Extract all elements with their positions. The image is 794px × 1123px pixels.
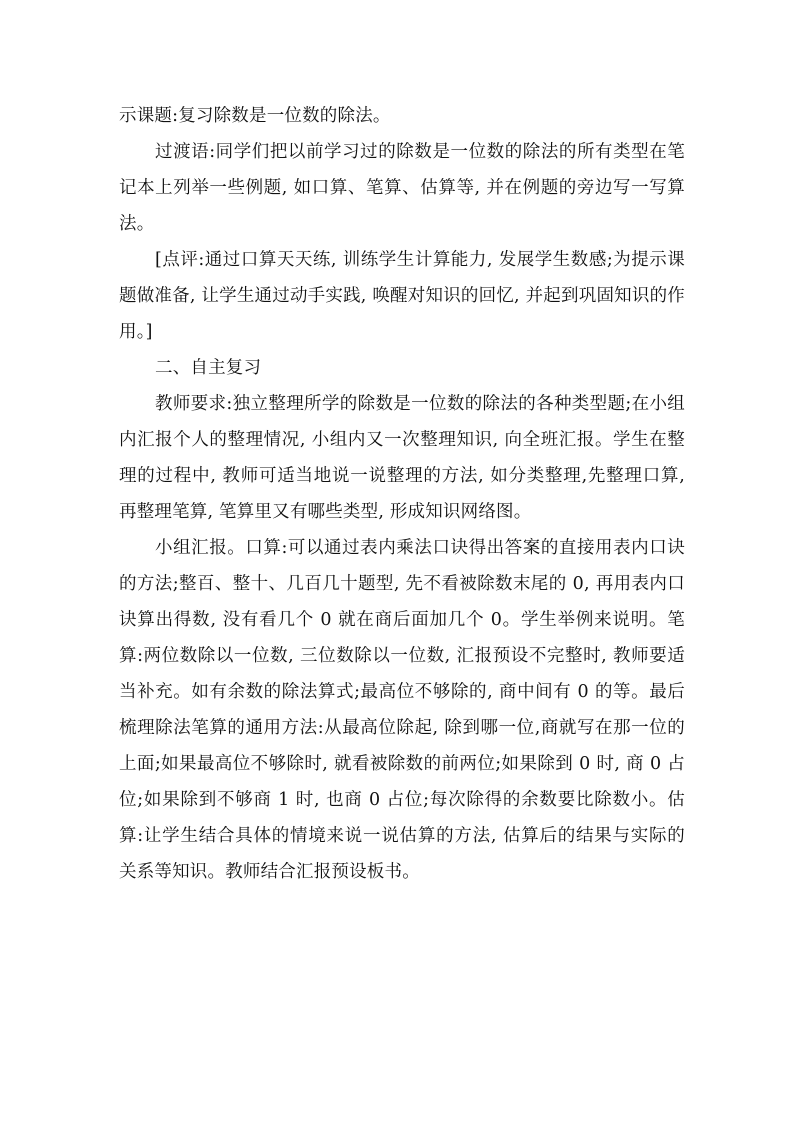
section-heading-self-review: 二、自主复习: [155, 358, 262, 378]
paragraph-transition: 过渡语:同学们把以前学习过的除数是一位数的除法的所有类型在笔记本上列举一些例题, 如口算、笔算、估算等, 并在例题的旁边写一写算法。: [119, 142, 685, 234]
paragraph-group-report: 小组汇报。口算:可以通过表内乘法口诀得出答案的直接用表内口诀的方法;整百、整十、几百几十题型, 先不看被除数末尾的 0, 再用表内口诀算出得数, 没有看几个 0 就在商后面加几个 0。学生举例来说明。笔算:两位数除以一位数, 三位数除以一位数, 汇报预设不完整时, 教师要适当补充。如有余数的除法算式;最高位不够除的, 商中间有 0 的等。最后梳理除法笔算的通用方法:从最高位除起, 除到哪一位,商就写在那一位的上面;如果最高位不够除时, 就看被除数的前两位;如果除到 0 时, 商 0 占位;如果除到不够商 1 时, 也商 0 占位;每次除得的余数要比除数小。估算:让学生结合具体的情境来说一说估算的方法, 估算后的结果与实际的关系等知识。教师结合汇报预设板书。: [119, 538, 685, 882]
document-body: [119, 98, 685, 890]
paragraph-teacher-requirements: 教师要求:独立整理所学的除数是一位数的除法的各种类型题;在小组内汇报个人的整理情况, 小组内又一次整理知识, 向全班汇报。学生在整理的过程中, 教师可适当地说一说整理的方法, 如分类整理,先整理口算, 再整理笔算, 笔算里又有哪些类型, 形成知识网络图。: [119, 394, 685, 522]
paragraph-topic: 示课题:复习除数是一位数的除法。: [119, 106, 391, 126]
paragraph-comment: [点评:通过口算天天练, 训练学生计算能力, 发展学生数感;为提示课题做准备, 让学生通过动手实践, 唤醒对知识的回忆, 并起到巩固知识的作用。]: [119, 250, 685, 342]
